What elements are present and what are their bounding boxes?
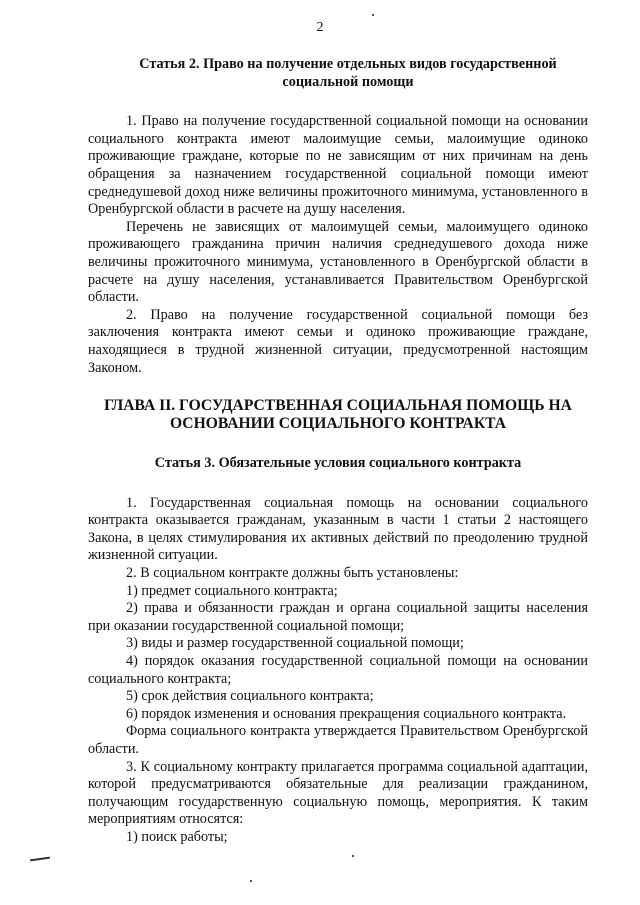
article-3-paragraph: Форма социального контракта утверждается Правительством Оренбургской области.: [88, 723, 588, 757]
article-3-list-item: 4) порядок оказания государственной социальной помощи на основании социального контракта;: [88, 653, 588, 687]
document-body: [88, 56, 588, 847]
article-3-list-item: 1) поиск работы;: [126, 828, 228, 845]
scan-mark: [30, 857, 50, 862]
article-3-list-item: 6) порядок изменения и основания прекращения социального контракта.: [126, 705, 567, 722]
chapter-2-title: ГЛАВА II. ГОСУДАРСТВЕННАЯ СОЦИАЛЬНАЯ ПОМОЩЬ НА ОСНОВАНИИ СОЦИАЛЬНОГО КОНТРАКТА: [104, 397, 572, 433]
article-3-paragraph: 3. К социальному контракту прилагается программа социальной адаптации, которой предусматриваются обязательные для реализации гражданином, получающим государственную социальную помощь, мероприятия. К таким мероприятиям относятся:: [88, 758, 588, 828]
scan-speck: [372, 14, 374, 16]
article-3-list-item: 3) виды и размер государственной социальной помощи;: [126, 635, 464, 652]
article-3-list-item: 5) срок действия социального контракта;: [126, 688, 374, 705]
article-3-paragraph: 2. В социальном контракте должны быть установлены:: [126, 565, 459, 582]
scan-speck: [352, 855, 354, 857]
article-2-paragraph: 1. Право на получение государственной социальной помощи на основании социального контракта имеют малоимущие семьи, малоимущие одиноко проживающие граждане, которые по не зависящим от них причинам на день обращения за назначением государственной социальной помощи имеют среднедушевой доход ниже величины прожиточного минимума, установленного в Оренбургской области в расчете на душу населения.: [88, 113, 588, 218]
page-number: 2: [316, 20, 324, 35]
article-3-paragraph: 1. Государственная социальная помощь на основании социального контракта оказывается гражданам, указанным в части 1 статьи 2 настоящего Закона, в целях стимулирования их активных действий по преодолению трудной жизненной ситуации.: [88, 494, 588, 564]
article-3-list-item: 2) права и обязанности граждан и органа социальной защиты населения при оказании государственной социальной помощи;: [88, 600, 588, 634]
article-2-paragraph: 2. Право на получение государственной социальной помощи без заключения контракта имеют семьи и одиноко проживающие граждане, находящиеся в трудной жизненной ситуации, предусмотренной настоящим Законом.: [88, 306, 588, 376]
scan-speck: [250, 880, 252, 882]
article-2-title: Статья 2. Право на получение отдельных видов государственной социальной помощи: [139, 56, 557, 90]
article-3-list-item: 1) предмет социального контракта;: [126, 582, 338, 599]
article-3-title: Статья 3. Обязательные условия социального контракта: [154, 455, 522, 472]
article-2-paragraph: Перечень не зависящих от малоимущей семьи, малоимущего одиноко проживающего гражданина причин наличия среднедушевого дохода ниже величины прожиточного минимума, установленного в Оренбургской области в расчете на душу населения, устанавливается Правительством Оренбургской области.: [88, 218, 588, 306]
